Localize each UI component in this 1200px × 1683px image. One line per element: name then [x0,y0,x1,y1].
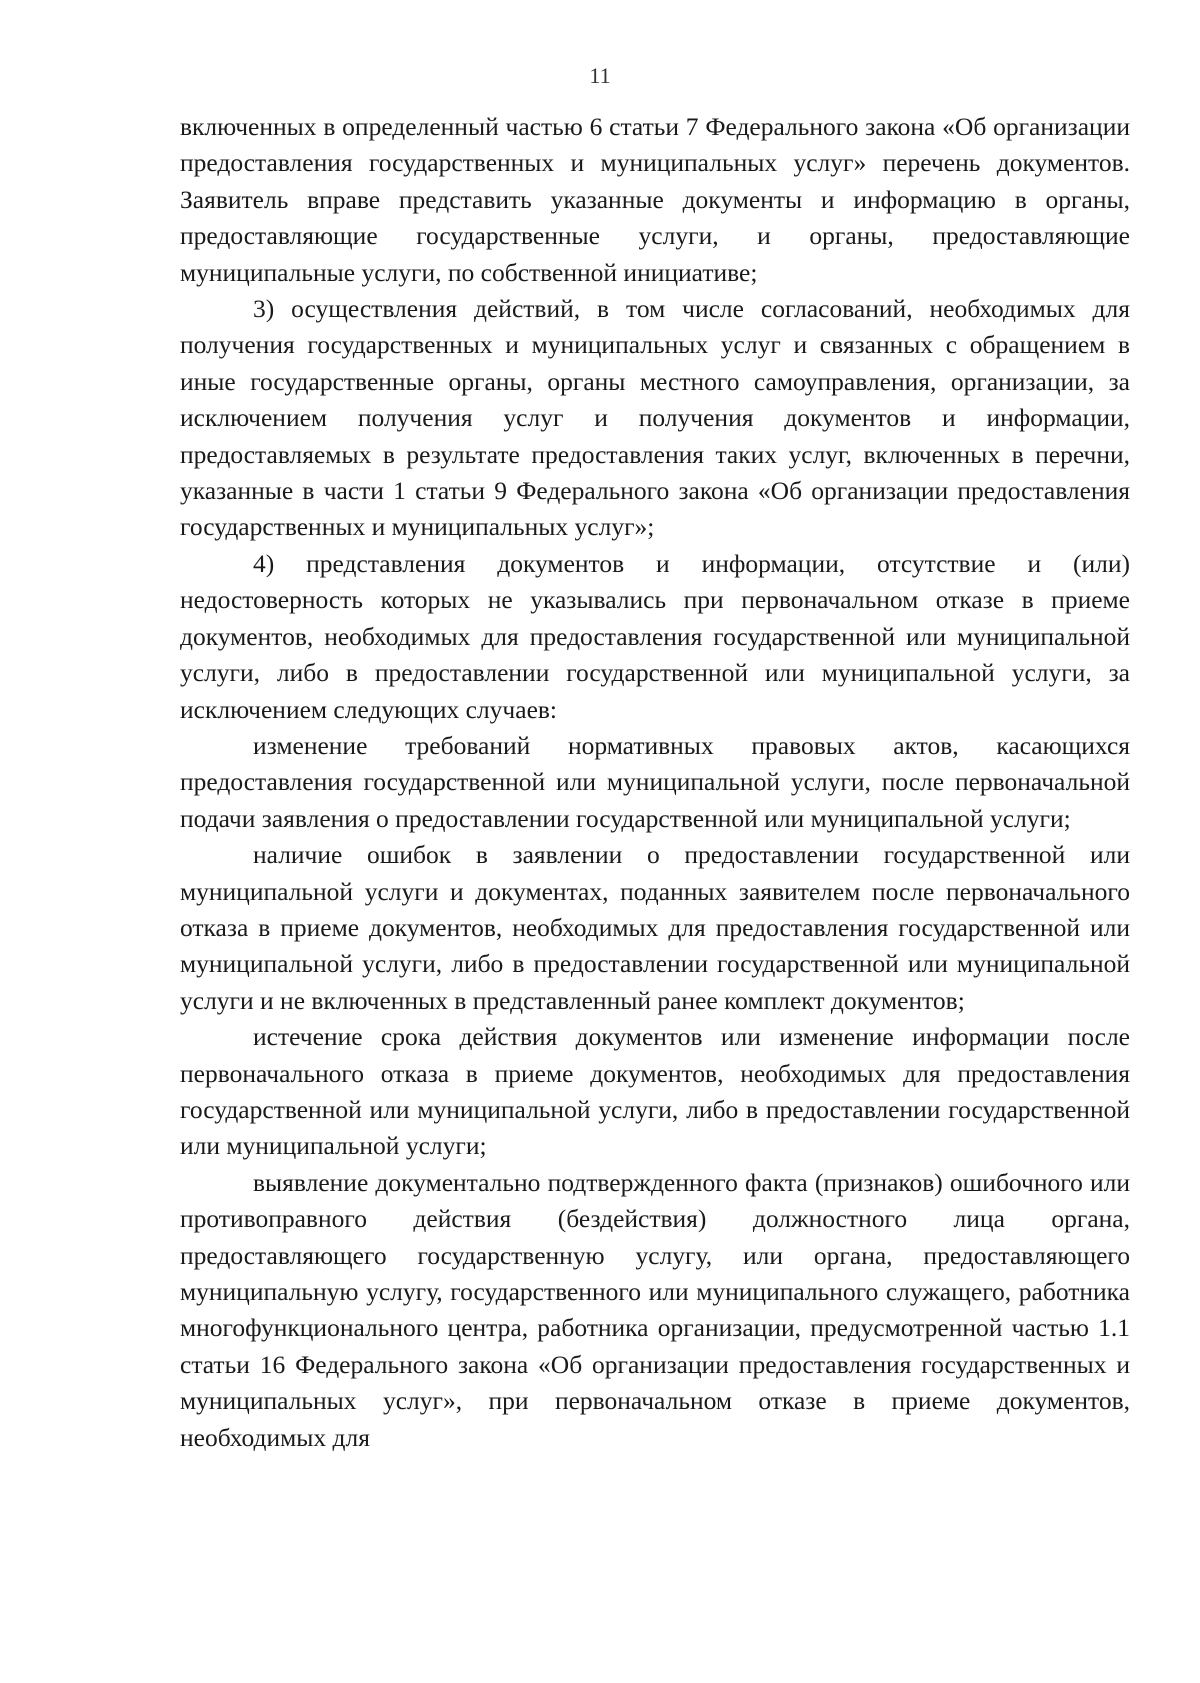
paragraph-7: выявление документально подтвержденного факта (признаков) ошибочного или противоправного действия (бездействия) должностного лица органа, предоставляющего государственную услугу, или органа, предоставляющего муниципальную услугу, государственного или муниципального служащего, работника многофункционального центра, работника организации, предусмотренной частью 1.1 статьи 16 Федерального закона «Об организации предоставления государственных и муниципальных услуг», при первоначальном отказе в приеме документов, необходимых для [180,1167,1130,1452]
document-body [180,109,1130,1456]
paragraph-4: изменение требований нормативных правовых актов, касающихся предоставления государственной или муниципальной услуги, после первоначальной подачи заявления о предоставлении государственной или муниципальной услуги; [180,730,1130,833]
paragraph-6: истечение срока действия документов или изменение информации после первоначального отказа в приеме документов, необходимых для предоставления государственной или муниципальной услуги, либо в предоставлении государственной или муниципальной услуги; [180,1022,1130,1161]
paragraph-1: включенных в определенный частью 6 статьи 7 Федерального закона «Об организации предоставления государственных и муниципальных услуг» перечень документов. Заявитель вправе представить указанные документы и информацию в органы, предоставляющие государственные услуги, и органы, предоставляющие муниципальные услуги, по собственной инициативе; [180,112,1130,287]
paragraph-5: наличие ошибок в заявлении о предоставлении государственной или муниципальной услуги и документах, поданных заявителем после первоначального отказа в приеме документов, необходимых для предоставления государственной или муниципальной услуги, либо в предоставлении государственной или муниципальной услуги и не включенных в представленный ранее комплект документов; [180,840,1130,1015]
paragraph-3: 4) представления документов и информации, отсутствие и (или) недостоверность которых не указывались при первоначальном отказе в приеме документов, необходимых для предоставления государственной или муниципальной услуги, либо в предоставлении государственной или муниципальной услуги, за исключением следующих случаев: [180,548,1130,724]
paragraph-2: 3) осуществления действий, в том числе согласований, необходимых для получения государственных и муниципальных услуг и связанных с обращением в иные государственные органы, органы местного самоуправления, организации, за исключением получения услуг и получения документов и информации, предоставляемых в результате предоставления таких услуг, включенных в перечни, указанные в части 1 статьи 9 Федерального закона «Об организации предоставления государственных и муниципальных услуг»; [180,294,1130,542]
page-number: 11 [589,63,611,88]
